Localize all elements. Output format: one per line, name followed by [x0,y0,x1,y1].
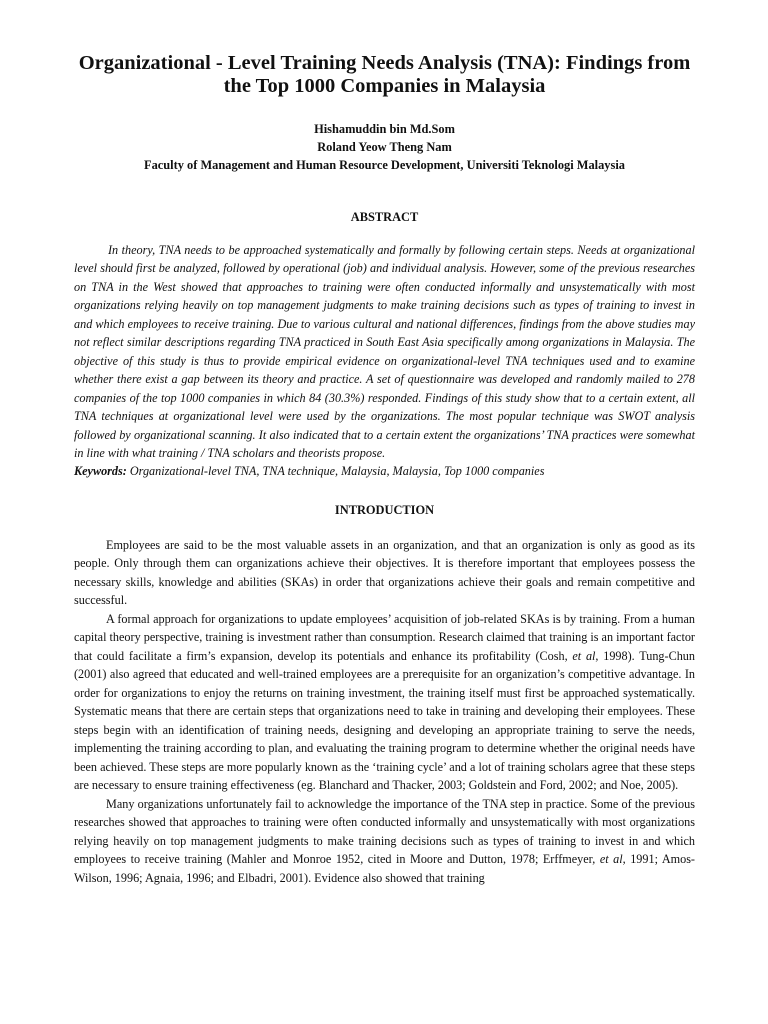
paragraph-text: Many organizations unfortunately fail to acknowledge the importance of the TNA step in practice. Some of the previous researches showed that approaches to training were often conducted informally and unsystematically with most organizations relying heavily on top management judgments to make training decisions such as types of training to invest in and which employees to receive training (Mahler and Monroe 1952, cited in Moore and Dutton, 1978; Erffmeyer, [74,796,695,867]
author-block [74,120,695,174]
author-name: Hishamuddin bin Md.Som [314,122,455,136]
citation-etal: et al, [599,852,626,867]
introduction-body [74,536,695,888]
abstract-heading: ABSTRACT [350,210,419,224]
intro-paragraph: Employees are said to be the most valuable assets in an organization, and that an organization is only as good as its people. Only through them can organizations achieve their objectives. It is therefore important that employees possess the necessary skills, knowledge and abilities (SKAs) in order that organizations achieve their goals and remain competitive and successful. [74,537,695,608]
paragraph-text: , 1998). Tung-Chun (2001) also agreed that educated and well-trained employees are a prerequisite for an organization’s competitive advantage. In order for organizations to enjoy the returns on training investment, the training itself must first be approached systematically. Systematic means that there are certain steps that organizations need to take in training and developing their employees. These steps begin with an identification of training needs, designing and developing an appropriate training to serve the needs, implementing the training according to plan, and evaluating the training program to determine whether the original needs have been achieved. These steps are more popularly known as the ‘training cycle’ and a lot of training scholars agree that these steps are necessary to ensure training effectiveness (eg. Blanchard and Thacker, 2003; Goldstein and Ford, 2002; and Noe, 2005). [74,648,695,793]
keywords-line [74,462,695,480]
paragraph-text: 1991; Amos-Wilson, 1996; Agnaia, 1996; and Elbadri, 2001). Evidence also showed that training [74,852,695,885]
paragraph-text: A formal approach for organizations to update employees’ acquisition of job-related SKAs is by training. From a human capital theory perspective, training is investment rather than consumption. Research claimed that training is an important factor that could facilitate a firm’s expansion, develop its potentials and enhance its profitability (Cosh, [74,611,695,663]
intro-paragraph [74,795,695,888]
author-name: Roland Yeow Theng Nam [317,140,452,154]
intro-paragraph [74,610,695,795]
paper-title: Organizational - Level Training Needs Analysis (TNA): Findings from the Top 1000 Companies in Malaysia [78,52,691,97]
introduction-heading: INTRODUCTION [334,502,435,517]
keywords-label: Keywords: [74,464,127,479]
author-affiliation: Faculty of Management and Human Resource Development, Universiti Teknologi Malaysia [144,158,625,172]
keywords-list: Organizational-level TNA, TNA technique, Malaysia, Malaysia, Top 1000 companies [129,464,545,479]
citation-etal: et al [572,648,596,663]
abstract-text: In theory, TNA needs to be approached systematically and formally by following certain steps. Needs at organizational level should first be analyzed, followed by operational (job) and individual analysis. However, some of the previous researches on TNA in the West showed that approaches to training were often conducted informally and unsystematically with most organizations relying heavily on top management judgments to make training decisions such as types of training to invest in and which employees to receive training. Due to various cultural and national differences, findings from the above studies may not reflect similar descriptions regarding TNA practiced in South East Asia specifically among organizations in Malaysia. The objective of this study is thus to provide empirical evidence on organizational-level TNA techniques used and to examine whether there exist a gap between its theory and practice. A set of questionnaire was developed and randomly mailed to 278 companies of the top 1000 companies in which 84 (30.3%) responded. Findings of this study show that to a certain extent, all TNA techniques at organizational level were used by the organizations. The most popular technique was SWOT analysis followed by organizational scanning. It also indicated that to a certain extent the organizations’ TNA practices were somewhat in line with what training / TNA scholars and theorists propose. [74,243,695,460]
